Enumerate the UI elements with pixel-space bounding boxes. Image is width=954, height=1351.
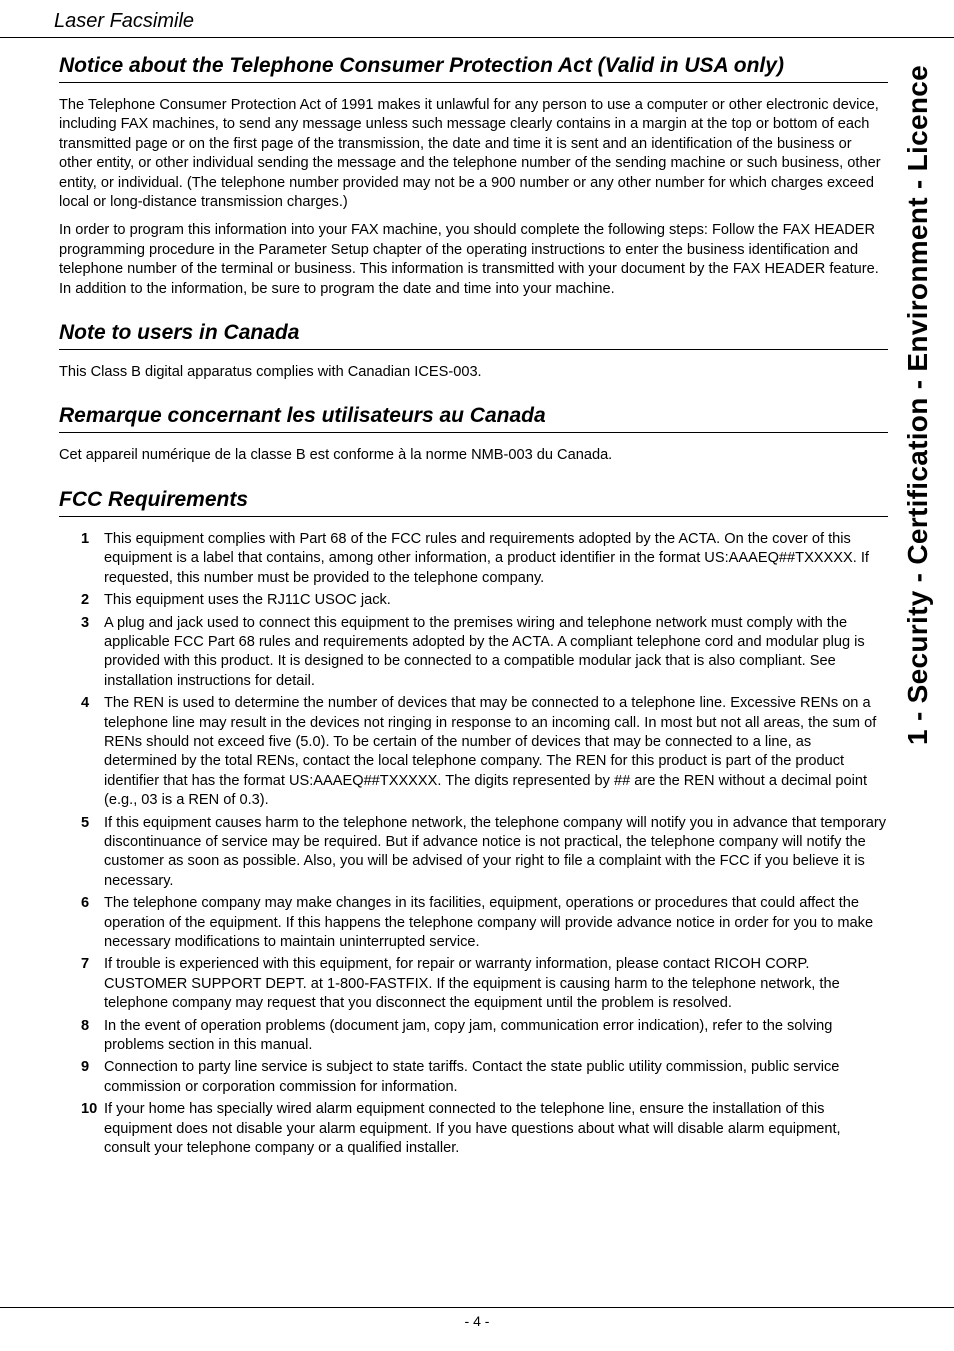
list-item xyxy=(59,894,888,952)
item-text: In the event of operation problems (document jam, copy jam, communication error indication), refer to the solving problems section in this manual. xyxy=(104,1017,833,1054)
item-number: 7 xyxy=(81,956,90,973)
list-item xyxy=(59,614,888,692)
section-canada-remarque xyxy=(59,402,888,465)
item-number: 9 xyxy=(81,1059,90,1076)
chapter-side-tab-label: 1 - Security - Certification - Environment - Licence xyxy=(902,65,933,745)
section-tcpa-notice xyxy=(59,52,888,299)
item-number: 1 xyxy=(81,530,90,547)
item-text: Connection to party line service is subject to state tariffs. Contact the state public utility commission, public service commission or corporation commission for information. xyxy=(104,1059,840,1095)
list-item xyxy=(59,1100,888,1158)
page-number: - 4 - xyxy=(464,1313,490,1329)
list-item xyxy=(59,1017,888,1056)
item-number: 4 xyxy=(81,695,90,712)
section-fcc-requirements xyxy=(59,486,888,1159)
section-heading: Notice about the Telephone Consumer Protection Act (Valid in USA only) xyxy=(59,52,888,83)
list-item xyxy=(59,955,888,1013)
list-item xyxy=(59,814,888,892)
item-text: If trouble is experienced with this equipment, for repair or warranty information, please contact RICOH CORP. CUSTOMER SUPPORT DEPT. at 1-800-FASTFIX. If the equipment is causing harm to the telephone network, the telephone company may request that you disconnect the equipment until the problem is resolved. xyxy=(104,956,840,1012)
item-number: 8 xyxy=(81,1017,90,1034)
item-number: 6 xyxy=(81,895,90,912)
paragraph: In order to program this information into your FAX machine, you should complete the following steps: Follow the FAX HEADER programming procedure in the Parameter Setup chapter of the operating instructions to enter the business identification and telephone number of the terminal or business. This information is transmitted with your document by the FAX HEADER feature. In addition to the information, be sure to program the date and time into your machine. xyxy=(59,222,879,297)
section-canada-note xyxy=(59,319,888,382)
section-heading: Note to users in Canada xyxy=(59,319,888,350)
fcc-requirements-list xyxy=(59,530,888,1159)
item-text: The telephone company may make changes in its facilities, equipment, operations or procedures that could affect the operation of the equipment. If this happens the telephone company will provide advance notice in order for you to make necessary modifications to maintain uninterrupted service. xyxy=(104,895,874,950)
item-number: 3 xyxy=(81,614,90,631)
chapter-side-tab xyxy=(894,60,942,750)
item-text: If your home has specially wired alarm equipment connected to the telephone line, ensure the installation of this equipment does not disable your alarm equipment. If you have questions about what will disable alarm equipment, consult your telephone company or a qualified installer. xyxy=(104,1101,841,1157)
running-header: Laser Facsimile xyxy=(54,10,195,32)
paragraph: This Class B digital apparatus complies with Canadian ICES-003. xyxy=(59,364,482,381)
item-text: A plug and jack used to connect this equipment to the premises wiring and telephone network must comply with the applicable FCC Part 68 rules and requirements adopted by the ACTA. A compliant telephone cord and modular plug is provided with this product. It is designed to be connected to a compatible modular jack that is also compliant. See installation instructions for detail. xyxy=(104,614,865,689)
item-number: 10 xyxy=(81,1101,98,1118)
item-text: This equipment uses the RJ11C USOC jack. xyxy=(104,592,391,609)
paragraph: Cet appareil numérique de la classe B est conforme à la norme NMB-003 du Canada. xyxy=(59,447,613,464)
section-heading: Remarque concernant les utilisateurs au Canada xyxy=(59,402,888,433)
list-item xyxy=(59,591,888,610)
list-item xyxy=(59,530,888,588)
item-text: The REN is used to determine the number of devices that may be connected to a telephone line. Excessive RENs on a telephone line may result in the devices not ringing in response to an incoming call. In most but not all areas, the sum of RENs should not exceed five (5.0). To be certain of the number of devices that may be connected to a line, as determined by the total RENs, contact the local telephone company. The REN for this product is part of the product identifier that has the format US:AAAEQ##TXXXXX. The digits represented by ## are the REN without a decimal point (e.g., 03 is a REN of 0.3). xyxy=(104,695,877,809)
item-text: If this equipment causes harm to the telephone network, the telephone company will notify you in advance that temporary discontinuance of service may be required. But if advance notice is not practical, the telephone company will notify the customer as soon as possible. Also, you will be advised of your right to file a complaint with the FCC if you believe it is necessary. xyxy=(104,814,887,889)
section-heading: FCC Requirements xyxy=(59,486,888,517)
footer-rule xyxy=(0,1307,954,1308)
item-number: 2 xyxy=(81,592,90,609)
page-content xyxy=(59,52,888,1178)
list-item xyxy=(59,1058,888,1097)
paragraph: The Telephone Consumer Protection Act of 1991 makes it unlawful for any person to use a computer or other electronic device, including FAX machines, to send any message unless such message clearly contains in a margin at the top or bottom of each transmitted page or on the first page of the transmission, the date and time it is sent and an identification of the business or other entity, or other individual sending the message and the telephone number of the sending machine or such business, other entity, or individual. (The telephone number provided may not be a 900 number or any other number for which charges exceed local or long-distance transmission charges.) xyxy=(59,97,881,211)
list-item xyxy=(59,694,888,810)
header-rule xyxy=(0,37,954,38)
item-text: This equipment complies with Part 68 of the FCC rules and requirements adopted by the ACTA. On the cover of this equipment is a label that contains, among other information, a product identifier in the format US:AAAEQ##TXXXXX. If requested, this number must be provided to the telephone company. xyxy=(104,530,869,586)
item-number: 5 xyxy=(81,814,90,831)
